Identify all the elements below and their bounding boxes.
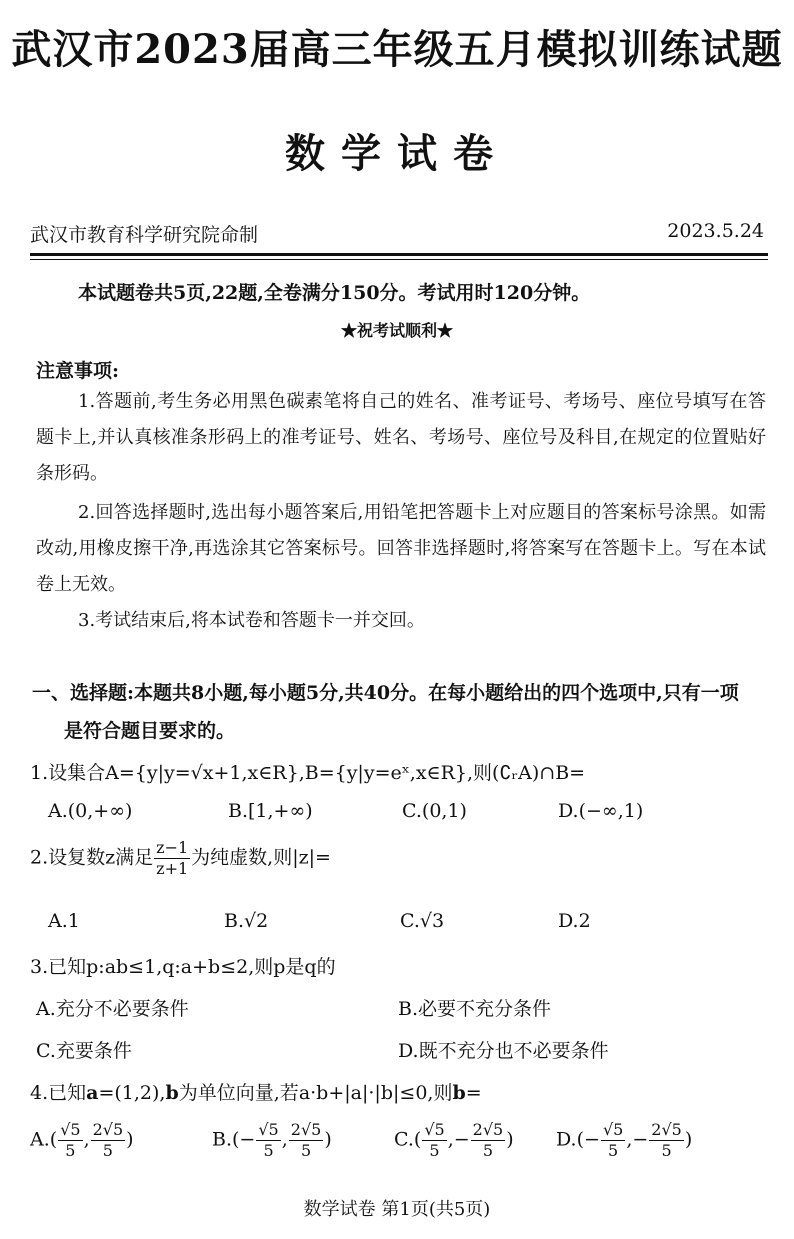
- fraction-denominator: 5: [429, 1141, 440, 1160]
- question-2-option-c: C.√3: [400, 910, 445, 932]
- question-3-option-d: D.既不充分也不必要条件: [398, 1040, 609, 1062]
- section-heading-line2: 是符合题目要求的。: [64, 720, 236, 742]
- question-2-option-a: A.1: [48, 910, 80, 932]
- question-1-option-a: A.(0,+∞): [48, 800, 133, 822]
- question-4-option-b: [212, 1122, 332, 1159]
- option-fraction: [601, 1122, 625, 1159]
- question-4-stem: [30, 1078, 482, 1105]
- fraction-numerator: z−1: [156, 838, 189, 857]
- vector-b: b: [165, 1082, 179, 1104]
- question-4-text: ,则: [427, 1082, 453, 1104]
- fraction-numerator: √5: [258, 1120, 279, 1139]
- question-1-option-b: B.[1,+∞): [228, 800, 313, 822]
- issuer: 武汉市教育科学研究院命制: [30, 224, 259, 246]
- option-fraction: [91, 1122, 126, 1159]
- option-text: ): [324, 1128, 332, 1151]
- question-4-option-a: [30, 1122, 134, 1159]
- option-text: ,: [281, 1128, 288, 1151]
- fraction-numerator: √5: [60, 1120, 81, 1139]
- fraction-numerator: 2√5: [92, 1120, 124, 1139]
- good-luck: ★祝考试顺利★: [340, 321, 453, 340]
- option-fraction: [256, 1122, 280, 1159]
- option-text: ): [506, 1128, 514, 1151]
- question-1-option-d: D.(−∞,1): [558, 800, 644, 822]
- fraction-denominator: 5: [65, 1141, 76, 1160]
- option-fraction: [58, 1122, 82, 1159]
- question-3-option-c: C.充要条件: [36, 1040, 132, 1062]
- fraction-denominator: 5: [263, 1141, 274, 1160]
- question-4-option-d: [556, 1122, 692, 1159]
- exam-subject-title: 数学试卷: [285, 130, 509, 177]
- fraction-numerator: √5: [602, 1120, 624, 1139]
- exam-title: 武汉市2023届高三年级五月模拟训练试题: [11, 26, 783, 73]
- question-3-stem: 3.已知p:ab≤1,q:a+b≤2,则p是q的: [30, 956, 336, 978]
- vector-b: b: [452, 1082, 466, 1104]
- fraction-numerator: 2√5: [651, 1120, 682, 1139]
- question-2-stem: [30, 840, 331, 877]
- option-fraction: [289, 1122, 324, 1159]
- fraction-denominator: 5: [482, 1141, 494, 1160]
- section-heading: [32, 674, 778, 750]
- option-label: C.: [394, 1128, 414, 1151]
- question-3-option-b: B.必要不充分条件: [398, 998, 552, 1020]
- question-4-text: 为单位向量,若: [178, 1082, 299, 1104]
- option-text: (: [49, 1128, 58, 1151]
- option-text: ): [684, 1128, 693, 1151]
- option-text: ,: [83, 1128, 90, 1151]
- question-2-stem-suffix: 为纯虚数,则|z|=: [191, 846, 331, 869]
- option-fraction: [422, 1122, 446, 1159]
- question-2-option-d: D.2: [558, 910, 591, 932]
- question-4-text: 4.已知: [30, 1082, 87, 1104]
- question-1-stem: 1.设集合A={y|y=√x+1,x∈R},B={y|y=eˣ,x∈R},则(∁ᵣA)∩B=: [30, 762, 586, 784]
- section-heading-line1: 一、选择题:本题共8小题,每小题5分,共40分。在每小题给出的四个选项中,只有一项: [32, 682, 739, 704]
- fraction-numerator: 2√5: [290, 1120, 322, 1139]
- exam-intro: 本试题卷共5页,22题,全卷满分150分。考试用时120分钟。: [78, 282, 591, 304]
- question-2-stem-prefix: 2.设复数z满足: [30, 846, 154, 869]
- option-text: (−: [576, 1128, 600, 1151]
- header-rule-thick: [30, 253, 768, 256]
- question-3-option-a: A.充分不必要条件: [36, 998, 189, 1020]
- question-4-condition: a·b+|a|·|b|≤0: [298, 1082, 428, 1104]
- notice-item: 1.答题前,考生务必用黑色碳素笔将自己的姓名、准考证号、考场号、座位号填写在答题卡上,并认真核准条形码上的准考证号、姓名、考场号、座位号及科目,在规定的位置贴好条形码。: [36, 391, 766, 484]
- vector-a: a: [86, 1082, 99, 1104]
- option-label: A.: [30, 1128, 50, 1151]
- page-footer: 数学试卷 第1页(共5页): [303, 1199, 491, 1220]
- fraction-denominator: z+1: [156, 859, 189, 878]
- notice-heading: 注意事项:: [36, 360, 120, 382]
- fraction-denominator: 5: [608, 1141, 619, 1160]
- fraction-numerator: 2√5: [472, 1120, 504, 1139]
- question-4-option-c: [394, 1122, 514, 1159]
- question-2-fraction: [154, 840, 190, 877]
- notice-item: 2.回答选择题时,选出每小题答案后,用铅笔把答题卡上对应题目的答案标号涂黑。如需改动,用橡皮擦干净,再选涂其它答案标号。回答非选择题时,将答案写在答题卡上。写在本试卷上无效。: [36, 502, 766, 595]
- question-4-text: =(1,2),: [98, 1082, 166, 1104]
- option-label: D.: [556, 1128, 577, 1151]
- option-label: B.: [212, 1128, 233, 1151]
- option-text: (: [413, 1128, 422, 1151]
- option-fraction: [649, 1122, 684, 1159]
- question-2-option-b: B.√2: [224, 910, 269, 932]
- option-text: ,−: [447, 1128, 470, 1151]
- question-4-text: =: [465, 1082, 482, 1104]
- option-fraction: [471, 1122, 506, 1159]
- option-text: ,−: [626, 1128, 649, 1151]
- fraction-denominator: 5: [661, 1141, 672, 1160]
- fraction-denominator: 5: [300, 1141, 312, 1160]
- exam-date: 2023.5.24: [667, 220, 764, 242]
- option-text: (−: [232, 1128, 256, 1151]
- question-1-option-c: C.(0,1): [402, 800, 467, 822]
- notice-item: 3.考试结束后,将本试卷和答题卡一并交回。: [78, 610, 425, 631]
- header-rule-thin: [30, 259, 768, 260]
- fraction-numerator: √5: [424, 1120, 445, 1139]
- fraction-denominator: 5: [102, 1141, 113, 1160]
- option-text: ): [126, 1128, 134, 1151]
